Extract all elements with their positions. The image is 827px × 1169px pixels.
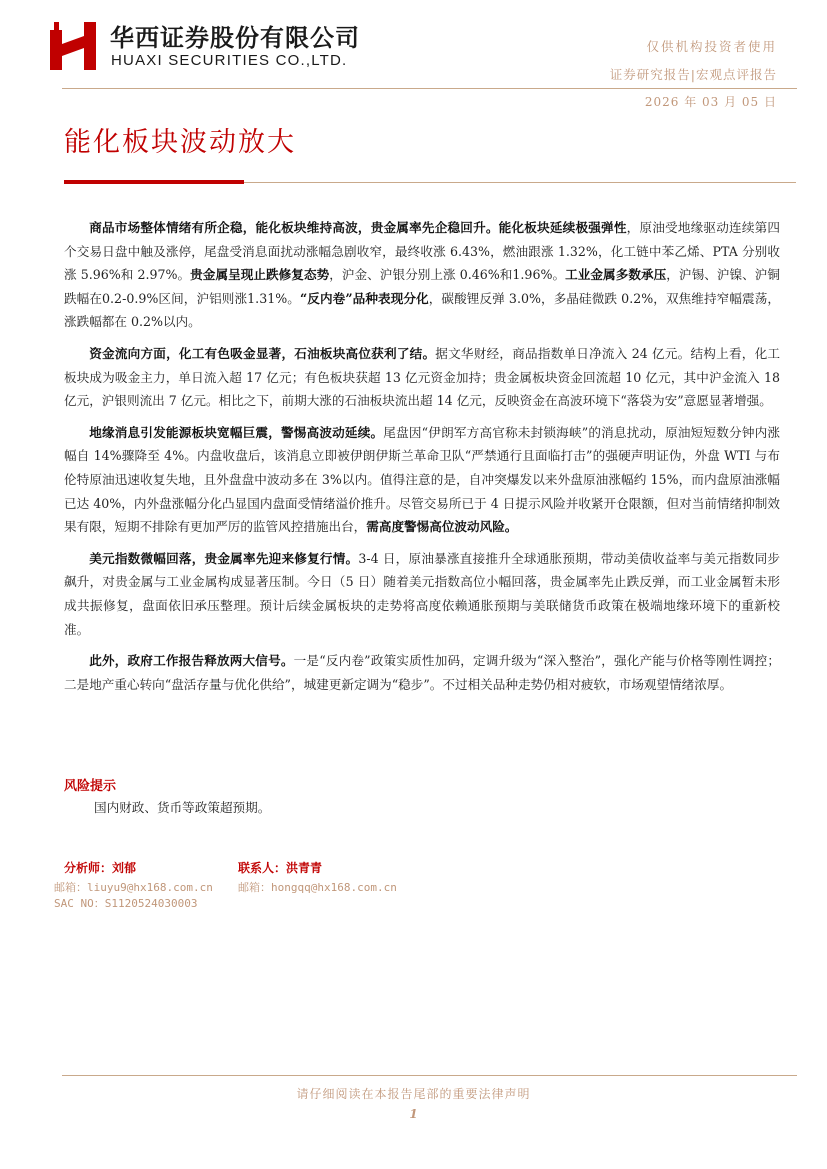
report-category: 证券研究报告|宏观点评报告 bbox=[609, 67, 777, 82]
bold-run: “反内卷”品种表现分化 bbox=[299, 290, 429, 306]
analyst-label: 分析师：刘郁 bbox=[64, 861, 137, 875]
body-paragraph bbox=[64, 649, 780, 696]
company-name-cn: 华西证券股份有限公司 bbox=[110, 24, 360, 52]
footer-disclaimer: 请仔细阅读在本报告尾部的重要法律声明 bbox=[296, 1087, 531, 1101]
header-divider bbox=[62, 88, 797, 89]
analyst-email[interactable]: 邮箱：liuyu9@hx168.com.cn bbox=[54, 881, 213, 894]
text-run: 一是“反内卷”政策实质性加码，定调升级为“深入整治”，强化产能与价格等刚性调控；二是地产重心转向“盘活存量与优化供给”，城建更新定调为“稳步”。不过相关品种走势仍相对疲软，市场观望情绪浓厚。 bbox=[64, 653, 780, 692]
bold-run: 贵金属呈现止跌修复态势 bbox=[190, 267, 330, 283]
report-date: 2026 年 03 月 05 日 bbox=[644, 95, 777, 109]
text-run: 据文华财经，商品指数单日净流入 24 亿元。结构上看，化工板块成为吸金主力，单日流入超 17 亿元；有色板块获超 13 亿元资金加持；贵金属板块资金回流超 10 亿元，其中沪金流入 18 亿元，沪银则流出 7 亿元。相比之下，前期大涨的石油板块流出超 14 亿元，反映资金在高波环境下“落袋为安”意愿显著增强。 bbox=[64, 345, 780, 409]
huaxi-logo-icon bbox=[50, 22, 96, 70]
risk-text: 国内财政、货币等政策超预期。 bbox=[94, 800, 271, 815]
bold-run: 此外，政府工作报告释放两大信号。 bbox=[89, 653, 294, 669]
report-body bbox=[64, 216, 780, 704]
text-run: ，原油受地缘驱动连续第四个交易日盘中触及涨停，尾盘受消息面扰动涨幅急剧收窄，最终收涨 6.43%，燃油跟涨 1.32%，化工链中苯乙烯、PTA 分别收涨 5.96%和 2.97%。 bbox=[64, 220, 781, 283]
bold-run: 美元指数微幅回落，贵金属率先迎来修复行情。 bbox=[89, 550, 359, 566]
text-run: ，碳酸锂反弹 3.0%，多晶硅微跌 0.2%，双焦维持窄幅震荡，涨跌幅都在 0.2%以内。 bbox=[64, 290, 780, 330]
text-run: 3-4 日，原油暴涨直接推升全球通胀预期，带动美债收益率与美元指数同步飙升，对贵金属与工业金属构成显著压制。今日（5 日）随着美元指数高位小幅回落，贵金属率先止跌反弹，而工业金属暂未形成共振修复，盘面依旧承压整理。预计后续金属板块的走势将高度依赖通胀预期与美联储货币政策在极端地缘环境下的重新校准。 bbox=[64, 550, 780, 637]
body-paragraph bbox=[64, 342, 780, 413]
body-paragraph bbox=[64, 216, 780, 334]
title-accent-rule bbox=[64, 180, 244, 184]
body-paragraph bbox=[64, 547, 780, 641]
page-number: 1 bbox=[409, 1107, 418, 1121]
analyst-sac: SAC NO：S1120524030003 bbox=[54, 897, 198, 910]
risk-heading: 风险提示 bbox=[64, 779, 117, 794]
bold-run: 工业金属多数承压 bbox=[565, 267, 667, 283]
text-run: ，沪金、沪银分别上涨 0.46%和1.96%。 bbox=[329, 267, 566, 283]
contact-label: 联系人：洪青青 bbox=[238, 861, 323, 875]
body-paragraph bbox=[64, 421, 780, 539]
bold-run: 地缘消息引发能源板块宽幅巨震，警惕高波动延续。 bbox=[89, 424, 384, 440]
footer-divider bbox=[62, 1075, 797, 1076]
text-run: 尾盘因“伊朗军方高官称未封锁海峡”的消息扰动，原油短短数分钟内涨幅自 14%骤降至 4%。内盘收盘后，该消息立即被伊朗伊斯兰革命卫队“严禁通行且面临打击”的强硬声明证伪，外盘 WTI 与布伦特原油迅速收复失地，且外盘盘中波动多在 3%以内。值得注意的是，自冲突爆发以来外盘原油涨幅约 15%，而内盘原油涨幅已达 40%，内外盘涨幅分化凸显国内盘面受情绪溢价推升。尽管交易所已于 4 日提示风险并收紧开仓限额，但对当前情绪抑制效果有限，短期不排除有更加严厉的监管风控措施出台， bbox=[64, 424, 780, 535]
bold-run: 资金流向方面，化工有色吸金显著，石油板块高位获利了结。 bbox=[89, 345, 436, 361]
report-title: 能化板块波动放大 bbox=[64, 127, 296, 158]
title-divider bbox=[244, 182, 796, 183]
bold-run: 需高度警惕高位波动风险。 bbox=[366, 519, 518, 535]
company-name-en: HUAXI SECURITIES CO.,LTD. bbox=[111, 52, 348, 69]
contact-email[interactable]: 邮箱：hongqq@hx168.com.cn bbox=[238, 881, 397, 894]
bold-run: 商品市场整体情绪有所企稳，能化板块维持高波，贵金属率先企稳回升。能化板块延续极强弹性 bbox=[89, 220, 627, 235]
text-run: ，沪锡、沪镍、沪铜跌幅在0.2-0.9%区间，沪铝则涨1.31%。 bbox=[64, 267, 781, 306]
audience-note: 仅供机构投资者使用 bbox=[646, 39, 777, 54]
